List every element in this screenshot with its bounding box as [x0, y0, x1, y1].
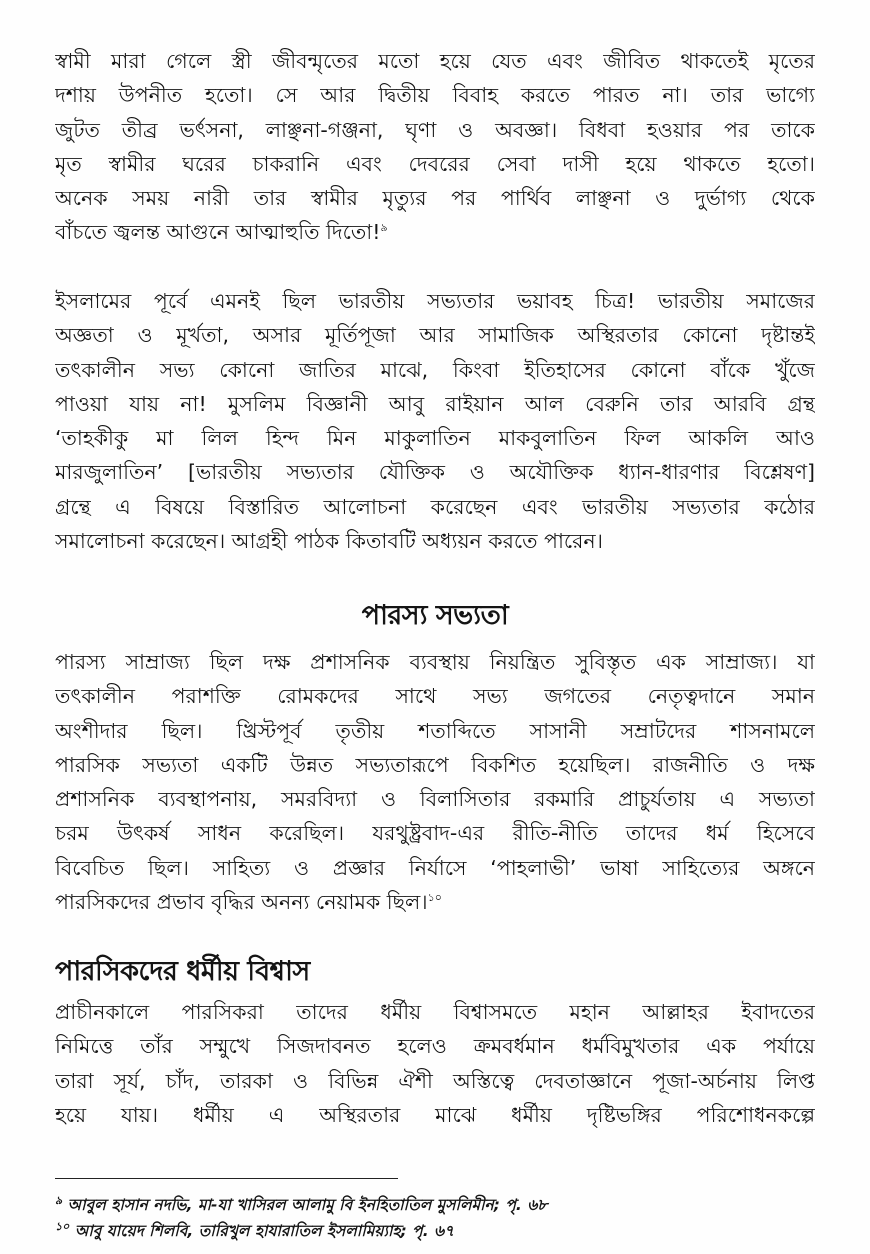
text-line: পারসিকদের প্রভাব বৃদ্ধির অনন্য নেয়ামক ছিল।$^{১০}$ [55, 890, 442, 915]
text-line: তৎকালীন সভ্য কোনো জাতির মাঝে, কিংবা ইতিহাসের কোনো বাঁকে খুঁজে [55, 357, 815, 382]
paragraph-indian-civilization [55, 284, 815, 558]
footnote-divider [55, 1178, 398, 1179]
footnote-text: আবুল হাসান নদভি, মা-যা খাসিরল আলামু বি ইনহিতাতিল মুসলিমীন; পৃ. ৬৮ [67, 1196, 548, 1214]
footnote-mark: ৯ [55, 1193, 63, 1207]
text-line: প্রশাসনিক ব্যবস্থাপনায়, সমরবিদ্যা ও বিলাসিতার রকমারি প্রাচুর্যতায় এ সভ্যতা [55, 787, 815, 812]
footnote [55, 1220, 835, 1242]
footnote [55, 1194, 835, 1216]
footnote-text: আবু যায়েদ শিলবি, তারিখুল হাযারাতিল ইসলামিয়্যাহ; পৃ. ৬৭ [74, 1222, 455, 1240]
text-line: অনেক সময় নারী তার স্বামীর মৃত্যুর পর পার্থিব লাঞ্ছনা ও দুর্ভাগ্য থেকে [55, 186, 815, 211]
text-line: তারা সূর্য, চাঁদ, তারকা ও বিভিন্ন ঐশী অস্তিত্বে দেবতাজ্ঞানে পূজা-অর্চনায় লিপ্ত [55, 1068, 815, 1093]
paragraph-persian-empire [55, 645, 815, 919]
section-heading-persian-religion: পারসিকদের ধর্মীয় বিশ্বাস [55, 956, 310, 987]
text-line: চরম উৎকর্ষ সাধন করেছিল। যরথুষ্ট্রবাদ-এর রীতি-নীতি তাদের ধর্ম হিসেবে [55, 821, 815, 846]
footnote-mark: ১০ [55, 1219, 70, 1233]
text-line: নিমিত্তে তাঁর সম্মুখে সিজদাবনত হলেও ক্রমবর্ধমান ধর্মবিমুখতার এক পর্যায়ে [55, 1034, 815, 1059]
text-line: বাঁচতে জ্বলন্ত আগুনে আত্মাহুতি দিতো!$^৯$ [55, 220, 388, 245]
text-line: জুটত তীব্র ভর্ৎসনা, লাঞ্ছনা-গঞ্জনা, ঘৃণা ও অবজ্ঞা। বিধবা হওয়ার পর তাকে [55, 117, 815, 142]
text-line: পারস্য সাম্রাজ্য ছিল দক্ষ প্রশাসনিক ব্যবস্থায় নিয়ন্ত্রিত সুবিস্তৃত এক সাম্রাজ্য। যা [55, 650, 815, 674]
text-line: তৎকালীন পরাশক্তি রোমকদের সাথে সভ্য জগতের নেতৃত্বদানে সমান [55, 684, 815, 709]
text-line: সমালোচনা করেছেন। আগ্রহী পাঠক কিতাবটি অধ্যয়ন করতে পারেন। [55, 529, 603, 554]
text-line: পাওয়া যায় না! মুসলিম বিজ্ঞানী আবু রাইয়ান আল বেরুনি তার আরবি গ্রন্থ [55, 391, 815, 416]
text-line: ইসলামের পূর্বে এমনই ছিল ভারতীয় সভ্যতার ভয়াবহ চিত্র! ভারতীয় সমাজের [55, 289, 815, 313]
text-line: হয়ে যায়। ধর্মীয় এ অস্থিরতার মাঝে ধর্মীয় দৃষ্টিভঙ্গির পরিশোধনকল্পে [55, 1102, 815, 1127]
text-line: প্রাচীনকালে পারসিকরা তাদের ধর্মীয় বিশ্বাসমতে মহান আল্লাহর ইবাদতের [55, 1000, 815, 1024]
text-line: ‘তাহকীকু মা লিল হিন্দ মিন মাকুলাতিন মাকবুলাতিন ফিল আকলি আও [55, 426, 815, 451]
footnote-reference: ১০ [427, 891, 442, 905]
text-line: বিবেচিত ছিল। সাহিত্য ও প্রজ্ঞার নির্যাসে ‘পাহলাভী’ ভাষা সাহিত্যের অঙ্গনে [55, 855, 815, 880]
text-line: পারসিক সভ্যতা একটি উন্নত সভ্যতারূপে বিকশিত হয়েছিল। রাজনীতি ও দক্ষ [55, 752, 815, 777]
footnote-reference: ৯ [380, 221, 388, 235]
section-heading-persian-civilization: পারস্য সভ্যতা [361, 600, 509, 631]
text-line: স্বামী মারা গেলে স্ত্রী জীবন্মৃতের মতো হয়ে যেত এবং জীবিত থাকতেই মৃতের [55, 49, 815, 73]
text-line: মৃত স্বামীর ঘরের চাকরানি এবং দেবরের সেবা দাসী হয়ে থাকতে হতো। [55, 151, 815, 176]
paragraph-persian-beliefs [55, 995, 815, 1132]
paragraph-widow-customs [55, 44, 815, 250]
text-line: গ্রন্থে এ বিষয়ে বিস্তারিত আলোচনা করেছেন এবং ভারতীয় সভ্যতার কঠোর [55, 494, 815, 519]
text-line: মারজুলাতিন’ [ভারতীয় সভ্যতার যৌক্তিক ও অযৌক্তিক ধ্যান-ধারণার বিশ্লেষণ] [55, 460, 815, 485]
text-line: অজ্ঞতা ও মূর্খতা, অসার মূর্তিপূজা আর সামাজিক অস্থিরতার কোনো দৃষ্টান্তই [55, 323, 815, 348]
text-line: দশায় উপনীত হতো। সে আর দ্বিতীয় বিবাহ করতে পারত না। তার ভাগ্যে [55, 83, 815, 108]
text-line: অংশীদার ছিল। খ্রিস্টপূর্ব তৃতীয় শতাব্দিতে সাসানী সম্রাটদের শাসনামলে [55, 718, 815, 743]
